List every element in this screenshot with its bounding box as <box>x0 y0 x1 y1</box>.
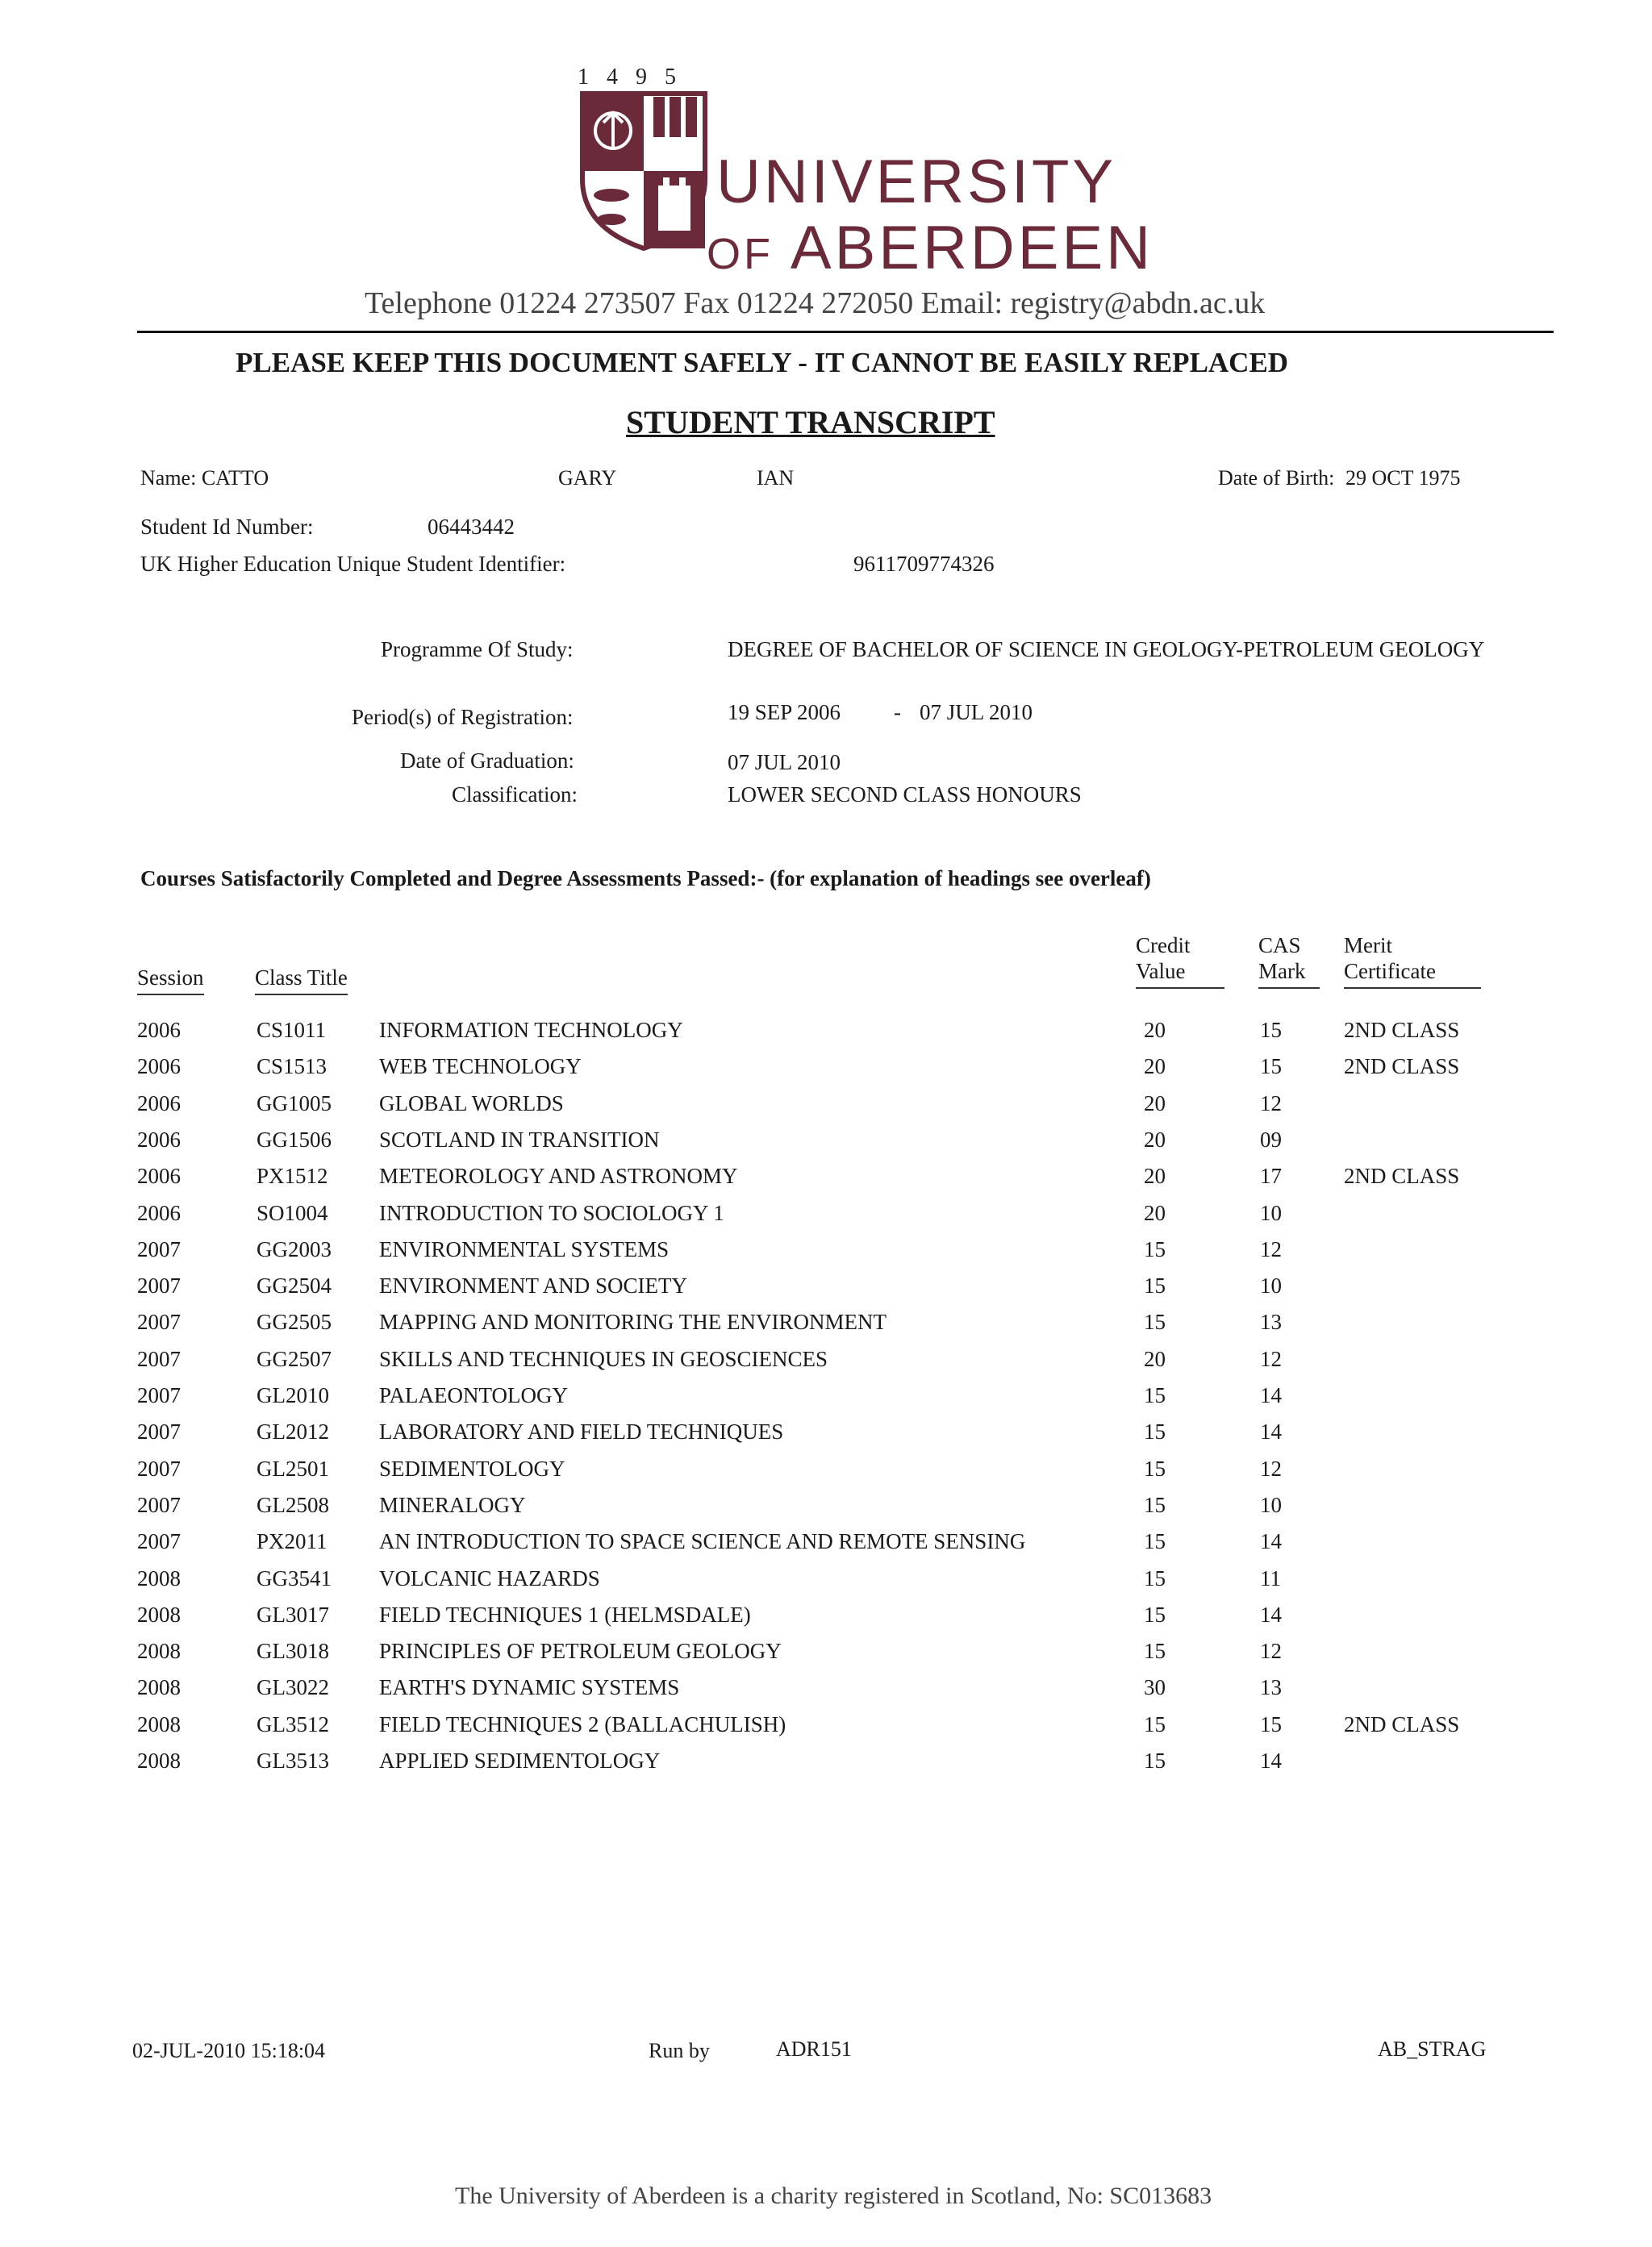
course-cas-mark: 14 <box>1260 1603 1282 1627</box>
header-cas-line1: CAS <box>1258 933 1301 957</box>
course-title: INTRODUCTION TO SOCIOLOGY 1 <box>379 1201 724 1225</box>
course-credit-value: 20 <box>1144 1201 1166 1225</box>
header-credit-value <box>1136 932 1224 989</box>
course-session: 2008 <box>137 1603 181 1627</box>
header-credit-line1: Credit <box>1136 933 1191 957</box>
dob-label: Date of Birth: <box>1218 466 1335 490</box>
course-cas-mark: 14 <box>1260 1383 1282 1407</box>
course-code: GL2508 <box>257 1493 329 1517</box>
header-rule <box>137 331 1554 333</box>
course-code: GL2501 <box>257 1457 329 1481</box>
university-of: OF <box>707 230 774 278</box>
course-cas-mark: 12 <box>1260 1237 1282 1261</box>
programme-label: Programme Of Study: <box>381 637 574 661</box>
course-credit-value: 20 <box>1144 1347 1166 1371</box>
course-title: ENVIRONMENTAL SYSTEMS <box>379 1237 670 1261</box>
course-cas-mark: 15 <box>1260 1712 1282 1736</box>
course-code: GL3512 <box>257 1712 329 1736</box>
course-credit-value: 15 <box>1144 1310 1166 1334</box>
course-session: 2006 <box>137 1091 181 1115</box>
graduation-label: Date of Graduation: <box>400 748 574 773</box>
course-cas-mark: 14 <box>1260 1419 1282 1444</box>
classification-value: LOWER SECOND CLASS HONOURS <box>728 782 1082 807</box>
course-cas-mark: 10 <box>1260 1201 1282 1225</box>
course-cas-mark: 12 <box>1260 1457 1282 1481</box>
course-credit-value: 15 <box>1144 1639 1166 1663</box>
course-code: GG2003 <box>257 1237 332 1261</box>
course-code: GG2507 <box>257 1347 332 1371</box>
course-code: GG3541 <box>257 1566 332 1590</box>
course-session: 2008 <box>137 1749 181 1773</box>
course-title: PALAEONTOLOGY <box>379 1383 569 1407</box>
course-merit-certificate: 2ND CLASS <box>1344 1018 1460 1042</box>
student-forename: GARY <box>558 466 617 490</box>
course-title: FIELD TECHNIQUES 2 (BALLACHULISH) <box>379 1712 786 1736</box>
founding-year: 1495 <box>578 65 694 90</box>
student-middle-name: IAN <box>757 466 795 490</box>
university-crest-icon <box>579 90 708 252</box>
course-cas-mark: 14 <box>1260 1529 1282 1553</box>
document-title: STUDENT TRANSCRIPT <box>626 404 995 440</box>
report-code: AB_STRAG <box>1378 2037 1487 2061</box>
course-code: GG1506 <box>257 1128 332 1152</box>
course-title: SCOTLAND IN TRANSITION <box>379 1128 660 1152</box>
course-session: 2007 <box>137 1237 181 1261</box>
course-session: 2007 <box>137 1310 181 1334</box>
period-end: 07 JUL 2010 <box>920 700 1032 724</box>
course-code: CS1011 <box>257 1018 327 1042</box>
course-code: GL3513 <box>257 1749 329 1773</box>
course-code: GL3017 <box>257 1603 329 1627</box>
header-cas-mark <box>1258 932 1320 989</box>
course-code: SO1004 <box>257 1201 328 1225</box>
period-start: 19 SEP 2006 <box>728 700 841 724</box>
course-code: GL2012 <box>257 1419 329 1444</box>
course-credit-value: 20 <box>1144 1164 1166 1188</box>
header-credit-line2: Value <box>1136 959 1186 983</box>
course-credit-value: 20 <box>1144 1018 1166 1042</box>
course-credit-value: 30 <box>1144 1675 1166 1699</box>
student-surname: CATTO <box>201 466 269 490</box>
student-id-label: Student Id Number: <box>140 515 314 539</box>
charity-notice: The University of Aberdeen is a charity registered in Scotland, No: SC013683 <box>455 2182 1212 2209</box>
course-session: 2006 <box>137 1018 181 1042</box>
course-cas-mark: 11 <box>1260 1566 1281 1590</box>
course-session: 2007 <box>137 1529 181 1553</box>
course-session: 2007 <box>137 1383 181 1407</box>
course-title: PRINCIPLES OF PETROLEUM GEOLOGY <box>379 1639 782 1663</box>
header-merit-line1: Merit <box>1344 933 1392 957</box>
course-cas-mark: 09 <box>1260 1128 1282 1152</box>
course-title: ENVIRONMENT AND SOCIETY <box>379 1274 687 1298</box>
course-session: 2007 <box>137 1457 181 1481</box>
university-name-aberdeen: ABERDEEN <box>790 214 1154 282</box>
course-title: SKILLS AND TECHNIQUES IN GEOSCIENCES <box>379 1347 828 1371</box>
header-session: Session <box>137 965 204 995</box>
course-title: MINERALOGY <box>379 1493 526 1517</box>
course-cas-mark: 12 <box>1260 1639 1282 1663</box>
course-code: GL3022 <box>257 1675 329 1699</box>
course-credit-value: 20 <box>1144 1091 1166 1115</box>
header-merit-certificate <box>1344 932 1481 989</box>
programme-value: DEGREE OF BACHELOR OF SCIENCE IN GEOLOGY-PETROLEUM GEOLOGY <box>728 637 1485 661</box>
course-title: WEB TECHNOLOGY <box>379 1054 582 1078</box>
course-session: 2006 <box>137 1201 181 1225</box>
course-session: 2007 <box>137 1274 181 1298</box>
course-cas-mark: 15 <box>1260 1054 1282 1078</box>
course-cas-mark: 12 <box>1260 1091 1282 1115</box>
course-cas-mark: 13 <box>1260 1675 1282 1699</box>
course-credit-value: 15 <box>1144 1274 1166 1298</box>
course-title: EARTH'S DYNAMIC SYSTEMS <box>379 1675 680 1699</box>
course-cas-mark: 10 <box>1260 1493 1282 1517</box>
course-session: 2008 <box>137 1675 181 1699</box>
period-label: Period(s) of Registration: <box>352 705 574 729</box>
run-by-value: ADR151 <box>776 2037 852 2061</box>
course-session: 2006 <box>137 1054 181 1078</box>
course-cas-mark: 10 <box>1260 1274 1282 1298</box>
keep-safe-notice: PLEASE KEEP THIS DOCUMENT SAFELY - IT CANNOT BE EASILY REPLACED <box>236 347 1289 378</box>
course-title: FIELD TECHNIQUES 1 (HELMSDALE) <box>379 1603 751 1627</box>
classification-label: Classification: <box>452 782 578 807</box>
course-title: LABORATORY AND FIELD TECHNIQUES <box>379 1419 784 1444</box>
course-session: 2006 <box>137 1164 181 1188</box>
course-credit-value: 15 <box>1144 1457 1166 1481</box>
header-cas-line2: Mark <box>1258 959 1306 983</box>
name-label <box>140 466 269 490</box>
course-merit-certificate: 2ND CLASS <box>1344 1054 1460 1078</box>
student-id-value: 06443442 <box>428 515 515 539</box>
course-code: GG2505 <box>257 1310 332 1334</box>
course-cas-mark: 14 <box>1260 1749 1282 1773</box>
course-credit-value: 15 <box>1144 1566 1166 1590</box>
course-cas-mark: 13 <box>1260 1310 1282 1334</box>
course-session: 2007 <box>137 1347 181 1371</box>
course-credit-value: 15 <box>1144 1603 1166 1627</box>
course-title: GLOBAL WORLDS <box>379 1091 564 1115</box>
course-title: METEOROLOGY AND ASTRONOMY <box>379 1164 738 1188</box>
course-session: 2007 <box>137 1419 181 1444</box>
course-credit-value: 15 <box>1144 1749 1166 1773</box>
contact-line: Telephone 01224 273507 Fax 01224 272050 Email: registry@abdn.ac.uk <box>365 286 1266 320</box>
course-title: VOLCANIC HAZARDS <box>379 1566 600 1590</box>
course-code: PX1512 <box>257 1164 328 1188</box>
courses-heading: Courses Satisfactorily Completed and Degree Assessments Passed:- (for explanation of headings see overleaf) <box>140 866 1151 890</box>
hesa-id-value: 9611709774326 <box>853 552 995 576</box>
name-label-text: Name: <box>140 466 197 490</box>
course-credit-value: 15 <box>1144 1493 1166 1517</box>
period-dash: - <box>894 700 901 724</box>
course-session: 2008 <box>137 1639 181 1663</box>
graduation-value: 07 JUL 2010 <box>728 750 841 774</box>
course-credit-value: 15 <box>1144 1419 1166 1444</box>
course-merit-certificate: 2ND CLASS <box>1344 1712 1460 1736</box>
course-title: INFORMATION TECHNOLOGY <box>379 1018 683 1042</box>
course-title: MAPPING AND MONITORING THE ENVIRONMENT <box>379 1310 887 1334</box>
dob-value: 29 OCT 1975 <box>1345 466 1461 490</box>
course-code: GG2504 <box>257 1274 332 1298</box>
course-session: 2008 <box>137 1712 181 1736</box>
hesa-id-label: UK Higher Education Unique Student Identifier: <box>140 552 566 576</box>
university-name-line1: UNIVERSITY <box>716 148 1117 216</box>
course-credit-value: 20 <box>1144 1054 1166 1078</box>
course-credit-value: 15 <box>1144 1529 1166 1553</box>
course-cas-mark: 12 <box>1260 1347 1282 1371</box>
course-code: PX2011 <box>257 1529 327 1553</box>
course-code: GG1005 <box>257 1091 332 1115</box>
course-credit-value: 20 <box>1144 1128 1166 1152</box>
header-class-title: Class Title <box>255 965 348 995</box>
run-timestamp: 02-JUL-2010 15:18:04 <box>132 2039 326 2062</box>
course-title: AN INTRODUCTION TO SPACE SCIENCE AND REMOTE SENSING <box>379 1529 1026 1553</box>
header-merit-line2: Certificate <box>1344 959 1436 983</box>
course-session: 2006 <box>137 1128 181 1152</box>
course-code: CS1513 <box>257 1054 327 1078</box>
course-session: 2008 <box>137 1566 181 1590</box>
course-credit-value: 15 <box>1144 1383 1166 1407</box>
course-title: SEDIMENTOLOGY <box>379 1457 565 1481</box>
university-name-line2 <box>707 213 1153 283</box>
run-by-label: Run by <box>649 2039 710 2062</box>
course-credit-value: 15 <box>1144 1237 1166 1261</box>
course-merit-certificate: 2ND CLASS <box>1344 1164 1460 1188</box>
course-code: GL3018 <box>257 1639 329 1663</box>
course-title: APPLIED SEDIMENTOLOGY <box>379 1749 661 1773</box>
course-code: GL2010 <box>257 1383 329 1407</box>
course-cas-mark: 15 <box>1260 1018 1282 1042</box>
course-session: 2007 <box>137 1493 181 1517</box>
course-credit-value: 15 <box>1144 1712 1166 1736</box>
course-cas-mark: 17 <box>1260 1164 1282 1188</box>
